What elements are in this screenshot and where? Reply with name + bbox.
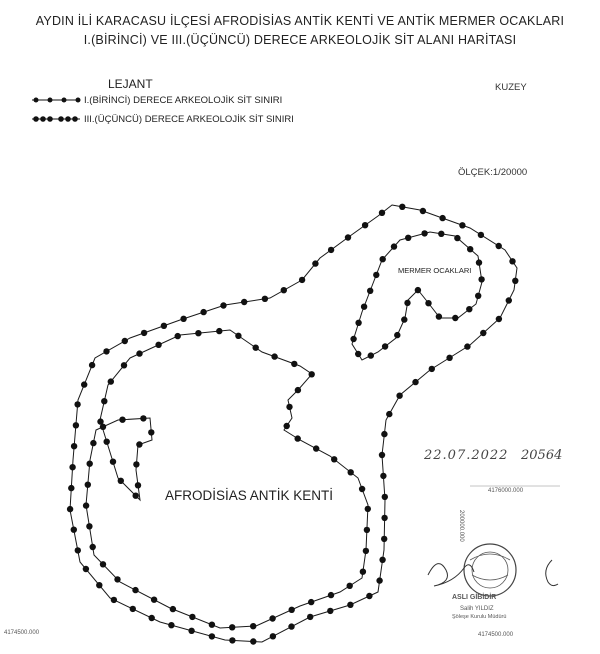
first-degree-marker — [132, 587, 138, 593]
first-degree-marker — [347, 583, 353, 589]
first-degree-marker — [308, 599, 314, 605]
map-subtitle: I.(BİRİNCİ) VE III.(ÜÇÜNCÜ) DERECE ARKEOLOJİK SİT ALANI HARİTASI — [83, 33, 517, 47]
first-degree-marker — [114, 576, 120, 582]
first-degree-marker — [195, 330, 201, 336]
third-degree-marker — [381, 431, 387, 437]
first-degree-marker — [136, 441, 142, 447]
quarry-marker — [438, 231, 444, 237]
third-degree-marker — [366, 593, 372, 599]
quarry-marker — [415, 287, 421, 293]
first-degree-marker — [83, 502, 89, 508]
third-degree-marker — [312, 260, 318, 266]
signature-name: Salih YILDIZ — [460, 606, 494, 612]
third-degree-marker — [496, 243, 502, 249]
third-degree-marker — [141, 330, 147, 336]
third-degree-marker — [73, 422, 79, 428]
third-degree-marker — [188, 628, 194, 634]
first-degree-marker — [250, 623, 256, 629]
third-degree-marker — [496, 316, 502, 322]
first-degree-marker — [121, 362, 127, 368]
first-degree-line — [86, 330, 368, 628]
third-degree-marker — [362, 222, 368, 228]
signature-hook — [546, 560, 558, 586]
first-degree-marker — [133, 493, 139, 499]
third-degree-marker — [168, 622, 174, 628]
first-degree-marker — [216, 328, 222, 334]
third-degree-marker — [379, 452, 385, 458]
first-degree-marker — [289, 607, 295, 613]
quarry-marker — [454, 235, 460, 241]
first-degree-marker — [291, 361, 297, 367]
first-degree-boundary — [83, 328, 371, 631]
third-degree-marker — [420, 208, 426, 214]
third-degree-marker — [96, 582, 102, 588]
quarry-marker — [382, 343, 388, 349]
third-degree-marker — [229, 637, 235, 643]
third-degree-marker — [506, 297, 512, 303]
first-degree-marker — [271, 353, 277, 359]
third-degree-marker — [464, 343, 470, 349]
first-degree-marker — [175, 333, 181, 339]
first-degree-marker — [253, 345, 259, 351]
legend-label-third-degree: III.(ÜÇÜNCÜ) DERECE ARKEOLOJİK SİT SINIRI — [84, 114, 294, 125]
quarry-marker — [367, 288, 373, 294]
third-degree-marker — [71, 527, 77, 533]
quarry-marker — [355, 351, 361, 357]
first-degree-marker — [86, 523, 92, 529]
third-degree-marker — [412, 379, 418, 385]
third-degree-marker — [512, 278, 518, 284]
third-degree-marker — [74, 401, 80, 407]
first-degree-marker — [136, 350, 142, 356]
first-degree-marker — [140, 415, 146, 421]
third-degree-marker — [262, 296, 268, 302]
quarry-marker — [452, 315, 458, 321]
first-degree-marker — [295, 387, 301, 393]
third-degree-marker — [83, 566, 89, 572]
third-degree-marker — [379, 210, 385, 216]
quarry-marker — [476, 259, 482, 265]
legend-title: LEJANT — [108, 77, 153, 91]
first-degree-marker — [295, 435, 301, 441]
first-degree-marker — [100, 561, 106, 567]
quarry-marker — [380, 256, 386, 262]
third-degree-marker — [71, 443, 77, 449]
quarry-boundary — [350, 230, 484, 360]
third-degree-marker — [270, 633, 276, 639]
first-degree-marker — [209, 622, 215, 628]
official-stamp — [464, 544, 516, 596]
first-degree-marker — [229, 624, 235, 630]
handwritten-date: 22.07.2022 — [424, 448, 509, 463]
first-degree-marker — [313, 445, 319, 451]
third-degree-marker — [399, 204, 405, 210]
first-degree-marker — [90, 440, 96, 446]
third-degree-marker — [381, 536, 387, 542]
coord-north-3: 4174500.000 — [478, 632, 514, 638]
third-degree-marker — [327, 608, 333, 614]
third-degree-marker — [149, 615, 155, 621]
quarry-line — [352, 232, 482, 360]
quarry-marker — [391, 243, 397, 249]
third-degree-marker — [68, 485, 74, 491]
third-degree-marker — [209, 633, 215, 639]
city-label: AFRODİSİAS ANTİK KENTİ — [165, 488, 334, 503]
third-degree-marker — [307, 614, 313, 620]
third-degree-marker — [281, 287, 287, 293]
third-degree-marker — [376, 577, 382, 583]
first-degree-marker — [360, 569, 366, 575]
third-degree-marker — [241, 299, 247, 305]
first-degree-marker — [148, 429, 154, 435]
quarry-marker — [361, 304, 367, 310]
legend-label-first-degree: I.(BİRİNCİ) DERECE ARKEOLOJİK SİT SINIRI — [84, 95, 283, 106]
first-degree-marker — [363, 548, 369, 554]
first-degree-marker — [97, 418, 103, 424]
quarry-marker — [436, 313, 442, 319]
first-degree-marker — [110, 459, 116, 465]
quarry-marker — [401, 316, 407, 322]
first-degree-marker — [328, 592, 334, 598]
first-degree-marker — [119, 417, 125, 423]
third-degree-marker — [478, 232, 484, 238]
map-title: AYDIN İLİ KARACASU İLÇESİ AFRODİSİAS ANTİK KENTİ VE ANTİK MERMER OCAKLARI — [35, 14, 565, 28]
signature-title: Şöleşe Kurulu Müdürü — [452, 614, 507, 620]
stamp-text: ASLI GİBİDİR — [452, 594, 497, 601]
north-label: KUZEY — [495, 82, 527, 93]
quarry-marker — [368, 352, 374, 358]
first-degree-marker — [104, 439, 110, 445]
first-degree-marker — [85, 482, 91, 488]
third-degree-marker — [509, 258, 515, 264]
coord-north-2: 4174500.000 — [4, 630, 40, 636]
first-degree-marker — [364, 527, 370, 533]
quarry-marker — [405, 235, 411, 241]
third-degree-marker — [381, 515, 387, 521]
first-degree-marker — [118, 478, 124, 484]
first-degree-marker — [286, 404, 292, 410]
third-degree-marker — [380, 473, 386, 479]
first-degree-marker — [151, 597, 157, 603]
first-degree-marker — [87, 461, 93, 467]
third-degree-marker — [122, 338, 128, 344]
third-degree-marker — [347, 602, 353, 608]
quarry-marker — [478, 276, 484, 282]
first-degree-marker — [359, 486, 365, 492]
third-degree-marker — [429, 366, 435, 372]
third-degree-marker — [446, 355, 452, 361]
handwritten-number: 20564 — [521, 448, 563, 463]
third-degree-marker — [328, 247, 334, 253]
first-degree-marker — [108, 378, 114, 384]
quarry-marker — [404, 300, 410, 306]
quarry-marker — [466, 306, 472, 312]
third-degree-marker — [67, 506, 73, 512]
first-degree-marker — [284, 423, 290, 429]
first-degree-marker — [170, 606, 176, 612]
third-degree-marker — [439, 215, 445, 221]
third-degree-marker — [288, 623, 294, 629]
first-degree-marker — [365, 506, 371, 512]
third-degree-marker — [220, 302, 226, 308]
quarry-marker — [394, 332, 400, 338]
third-degree-marker — [75, 547, 81, 553]
third-degree-marker — [103, 348, 109, 354]
third-degree-marker — [386, 411, 392, 417]
first-degree-marker — [155, 342, 161, 348]
first-degree-marker — [269, 615, 275, 621]
third-degree-marker — [200, 309, 206, 315]
first-degree-marker — [331, 456, 337, 462]
quarry-marker — [425, 300, 431, 306]
third-degree-marker — [111, 597, 117, 603]
quarry-marker — [350, 336, 356, 342]
coord-east-1: 200000.000 — [458, 510, 464, 542]
scale-label: ÖLÇEK:1/20000 — [458, 167, 528, 178]
first-degree-marker — [235, 333, 241, 339]
third-degree-marker — [382, 494, 388, 500]
quarry-marker — [355, 320, 361, 326]
first-degree-marker — [101, 398, 107, 404]
third-degree-marker — [89, 362, 95, 368]
third-degree-marker — [396, 393, 402, 399]
third-degree-marker — [69, 464, 75, 470]
third-degree-marker — [161, 323, 167, 329]
third-degree-marker — [345, 234, 351, 240]
quarry-marker — [421, 230, 427, 236]
third-degree-marker — [459, 222, 465, 228]
first-degree-marker — [309, 371, 315, 377]
third-degree-marker — [379, 557, 385, 563]
first-degree-marker — [133, 461, 139, 467]
quarry-marker — [475, 293, 481, 299]
first-degree-marker — [135, 482, 141, 488]
third-degree-marker — [130, 606, 136, 612]
third-degree-marker — [250, 638, 256, 644]
quarry-label: MERMER OCAKLARI — [398, 266, 472, 275]
third-degree-marker — [81, 381, 87, 387]
first-degree-marker — [90, 544, 96, 550]
quarry-marker — [373, 272, 379, 278]
third-degree-marker — [480, 330, 486, 336]
coord-north-1: 4176000.000 — [488, 488, 524, 494]
third-degree-marker — [299, 277, 305, 283]
third-degree-marker — [180, 316, 186, 322]
first-degree-marker — [189, 614, 195, 620]
quarry-marker — [467, 246, 473, 252]
first-degree-marker — [348, 469, 354, 475]
